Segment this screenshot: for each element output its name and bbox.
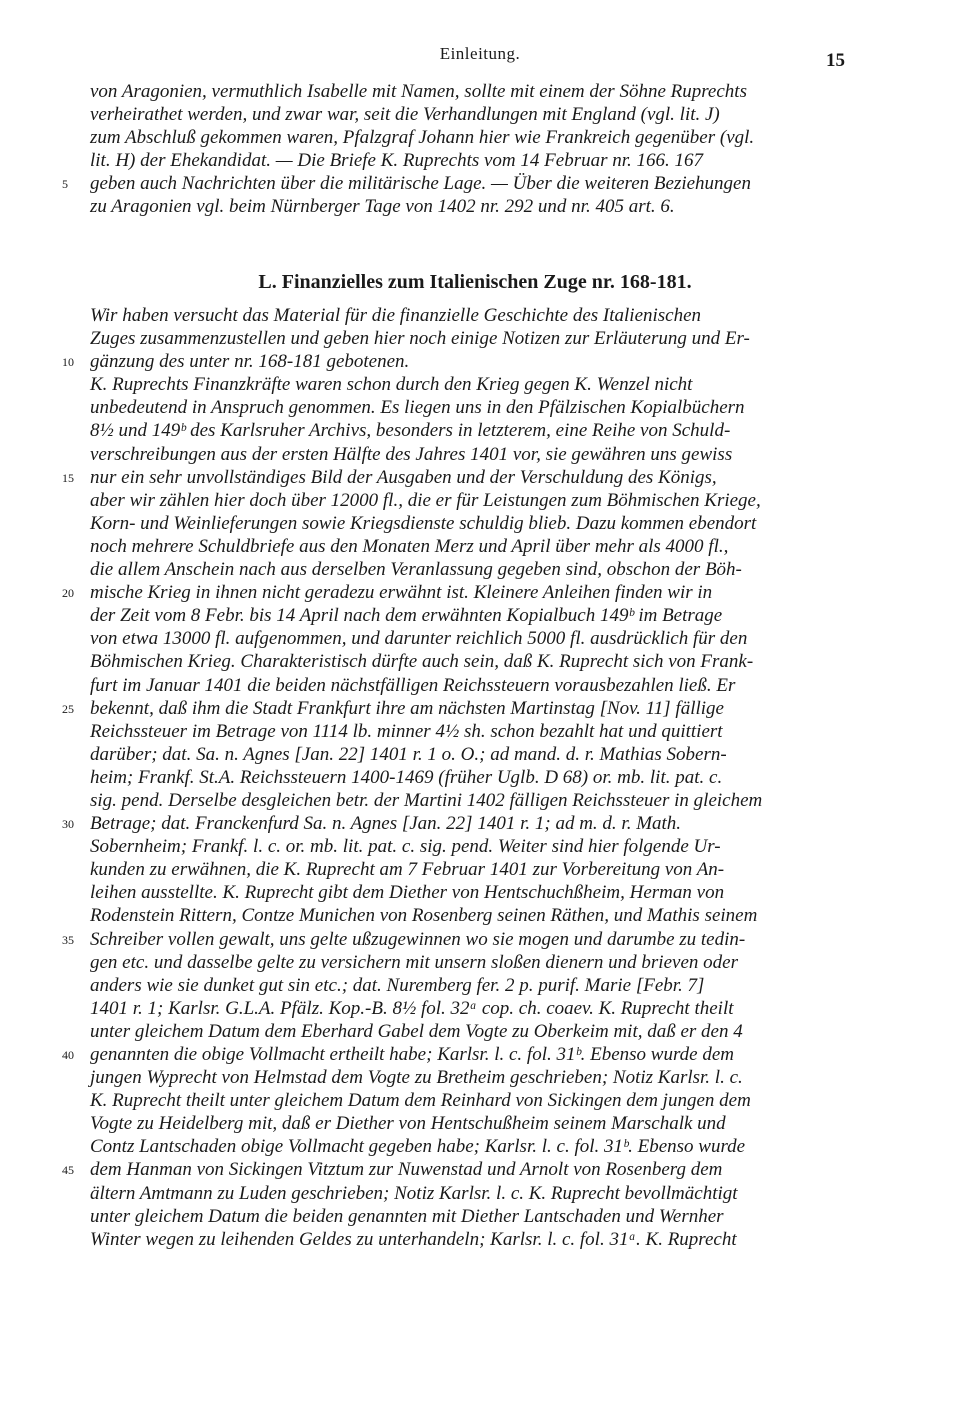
text-line	[90, 858, 860, 881]
line-number: 10	[62, 355, 74, 370]
text-line	[62, 172, 860, 195]
text-line	[62, 697, 860, 720]
text-line	[90, 789, 860, 812]
text-line	[90, 904, 860, 927]
line-text: 1401 r. 1; Karlsr. G.L.A. Pfälz. Kop.-B. 8½ fol. 32ᵃ cop. ch. coaev. K. Ruprecht theilt	[90, 997, 734, 1019]
text-line	[62, 1043, 860, 1066]
line-text: sig. pend. Derselbe desgleichen betr. der Martini 1402 fälligen Reichssteuer in gleichem	[90, 789, 763, 811]
text-line	[90, 443, 860, 466]
text-line	[90, 304, 860, 327]
text-line	[90, 604, 860, 627]
line-text: von etwa 13000 fl. aufgenommen, und darunter reichlich 5000 fl. ausdrücklich für den	[90, 628, 748, 650]
line-text: Schreiber vollen gewalt, uns gelte ußzugewinnen wo sie mogen und darumbe zu tedin-	[90, 928, 746, 950]
line-text: 8½ und 149ᵇ des Karlsruher Archivs, besonders in letzterem, eine Reihe von Schuld-	[90, 420, 731, 442]
text-line	[90, 881, 860, 904]
text-line	[90, 1135, 860, 1158]
line-text: ältern Amtmann zu Luden geschrieben; Notiz Karlsr. l. c. K. Ruprecht bevollmächtigt	[90, 1182, 738, 1204]
line-text: die allem Anschein nach aus derselben Veranlassung gegeben sind, obschon der Böh-	[90, 559, 742, 581]
line-text: Reichssteuer im Betrage von 1114 lb. minner 4½ sh. schon bezahlt hat und quittiert	[90, 720, 723, 742]
text-line	[90, 419, 860, 442]
text-line	[90, 650, 860, 673]
text-line	[90, 195, 860, 218]
text-line	[62, 812, 860, 835]
line-text: noch mehrere Schuldbriefe aus den Monaten Merz und April über mehr als 4000 fl.,	[90, 535, 729, 557]
line-number: 25	[62, 701, 74, 716]
text-line	[90, 396, 860, 419]
line-text: verheirathet werden, und zwar war, seit die Verhandlungen mit England (vgl. lit. J)	[90, 104, 720, 126]
text-line	[90, 1205, 860, 1228]
line-text: lit. H) der Ehekandidat. — Die Briefe K. Ruprechts vom 14 Februar nr. 166. 167	[90, 150, 704, 172]
line-text: gänzung des unter nr. 168-181 gebotenen.	[90, 351, 410, 373]
text-line	[90, 103, 860, 126]
text-line	[62, 928, 860, 951]
text-line	[90, 743, 860, 766]
line-text: K. Ruprechts Finanzkräfte waren schon durch den Krieg gegen K. Wenzel nicht	[90, 374, 693, 396]
line-text: kunden zu erwähnen, die K. Ruprecht am 7 Februar 1401 zur Vorbereitung von An-	[90, 859, 725, 881]
text-line	[90, 951, 860, 974]
line-text: unter gleichem Datum die beiden genannten mit Diether Lantschaden und Wernher	[90, 1205, 724, 1227]
line-text: nur ein sehr unvollständiges Bild der Ausgaben und der Verschuldung des Königs,	[90, 466, 717, 488]
running-head: Einleitung.	[439, 44, 521, 63]
text-line	[90, 558, 860, 581]
text-line	[90, 1228, 860, 1251]
text-line	[62, 350, 860, 373]
section-l	[62, 266, 860, 1251]
text-line	[90, 1020, 860, 1043]
line-text: jungen Wyprecht von Helmstad dem Vogte zu Bretheim geschrieben; Notiz Karlsr. l. c.	[90, 1067, 743, 1089]
line-text: Winter wegen zu leihenden Geldes zu unterhandeln; Karlsr. l. c. fol. 31ᵃ. K. Ruprecht	[90, 1228, 737, 1250]
line-number: 30	[62, 817, 74, 832]
text-line	[90, 1182, 860, 1205]
line-text: aber wir zählen hier doch über 12000 fl., die er für Leistungen zum Böhmischen Kriege,	[90, 489, 761, 511]
line-text: unbedeutend in Anspruch genommen. Es liegen uns in den Pfälzischen Kopialbüchern	[90, 397, 745, 419]
text-line	[90, 327, 860, 350]
text-line	[90, 1089, 860, 1112]
line-number: 35	[62, 932, 74, 947]
text-line	[62, 581, 860, 604]
line-number: 20	[62, 586, 74, 601]
line-text: gen etc. und dasselbe gelte zu versichern mit unsern sloßen dienern und brieven oder	[90, 951, 738, 973]
line-number: 5	[62, 177, 68, 192]
line-text: Contz Lantschaden obige Vollmacht gegeben habe; Karlsr. l. c. fol. 31ᵇ. Ebenso wurde	[90, 1136, 746, 1158]
text-line	[90, 674, 860, 697]
line-text: Korn- und Weinlieferungen sowie Kriegsdienste schuldig blieb. Dazu kommen ebendort	[90, 512, 757, 534]
line-text: furt im Januar 1401 die beiden nächstfälligen Reichssteuern vorausbezahlen ließ. Er	[90, 674, 736, 696]
line-text: Betrage; dat. Franckenfurd Sa. n. Agnes [Jan. 22] 1401 r. 1; ad m. d. r. Math.	[90, 813, 682, 835]
section-heading: L. Finanzielles zum Italienischen Zuge nr. 168-181.	[258, 271, 692, 293]
line-text: unter gleichem Datum dem Eberhard Gabel dem Vogte zu Oberkeim mit, daß er den 4	[90, 1020, 743, 1042]
line-number: 15	[62, 470, 74, 485]
text-line	[90, 489, 860, 512]
text-line	[90, 1066, 860, 1089]
text-line	[90, 627, 860, 650]
text-line	[90, 1112, 860, 1135]
line-number: 40	[62, 1048, 74, 1062]
text-line	[90, 80, 860, 103]
line-text: Zuges zusammenzustellen und geben hier noch einige Notizen zur Erläuterung und Er-	[90, 328, 750, 350]
line-text: heim; Frankf. St.A. Reichssteuern 1400-1469 (früher Uglb. D 68) or. mb. lit. pat. c.	[90, 766, 723, 788]
line-text: Böhmischen Krieg. Charakteristisch dürfte auch sein, daß K. Ruprecht sich von Frank-	[90, 651, 754, 673]
line-text: darüber; dat. Sa. n. Agnes [Jan. 22] 1401 r. 1 o. O.; ad mand. d. r. Mathias Sobern-	[90, 743, 727, 765]
line-text: Sobernheim; Frankf. l. c. or. mb. lit. pat. c. sig. pend. Weiter sind hier folgende Ur-	[90, 836, 721, 858]
line-number: 45	[62, 1163, 74, 1178]
text-line	[90, 512, 860, 535]
text-line	[90, 974, 860, 997]
line-text: mische Krieg in ihnen nicht geradezu erwähnt ist. Kleinere Anleihen finden wir in	[90, 582, 713, 604]
text-line	[90, 720, 860, 743]
line-text: zum Abschluß gekommen waren, Pfalzgraf Johann hier wie Frankreich gegenüber (vgl.	[90, 127, 755, 149]
line-text: anders wie sie dunket gut sin etc.; dat. Nuremberg fer. 2 p. purif. Marie [Febr. 7]	[90, 974, 705, 996]
text-line	[62, 1158, 860, 1181]
line-text: leihen ausstellte. K. Ruprecht gibt dem Diether von Hentschuchßheim, Herman von	[90, 882, 725, 904]
text-line	[90, 997, 860, 1020]
text-line	[90, 535, 860, 558]
text-line	[90, 766, 860, 789]
line-text: genannten die obige Vollmacht ertheilt habe; Karlsr. l. c. fol. 31ᵇ. Ebenso wurde dem	[90, 1044, 734, 1065]
line-text: Rodenstein Rittern, Contze Munichen von Rosenberg seinen Räthen, und Mathis seinem	[90, 905, 758, 927]
text-line	[90, 149, 860, 172]
line-text: dem Hanman von Sickingen Vitztum zur Nuwenstad und Arnolt von Rosenberg dem	[90, 1159, 723, 1181]
page-number: 15	[826, 50, 845, 71]
text-line	[90, 373, 860, 396]
line-text: Vogte zu Heidelberg mit, daß er Diether von Hentschußheim seinem Marschalk und	[90, 1113, 726, 1135]
line-text: geben auch Nachrichten über die militärische Lage. — Über die weiteren Beziehungen	[90, 173, 751, 195]
section-body	[62, 304, 860, 1251]
line-text: Wir haben versucht das Material für die finanzielle Geschichte des Italienischen	[90, 305, 702, 326]
text-line	[62, 466, 860, 489]
line-text: bekennt, daß ihm die Stadt Frankfurt ihre am nächsten Martinstag [Nov. 11] fällige	[90, 697, 724, 719]
text-line	[90, 835, 860, 858]
line-text: K. Ruprecht theilt unter gleichem Datum dem Reinhard von Sickingen dem jungen dem	[90, 1090, 751, 1112]
text-line	[90, 126, 860, 149]
intro-paragraph	[62, 80, 860, 219]
line-text: von Aragonien, vermuthlich Isabelle mit Namen, sollte mit einem der Söhne Ruprechts	[90, 81, 747, 102]
line-text: der Zeit vom 8 Febr. bis 14 April nach dem erwähnten Kopialbuch 149ᵇ im Betrage	[90, 605, 723, 627]
line-text: verschreibungen aus der ersten Hälfte des Jahres 1401 vor, sie gewähren uns gewiss	[90, 443, 733, 465]
line-text: zu Aragonien vgl. beim Nürnberger Tage von 1402 nr. 292 und nr. 405 art. 6.	[90, 196, 675, 218]
